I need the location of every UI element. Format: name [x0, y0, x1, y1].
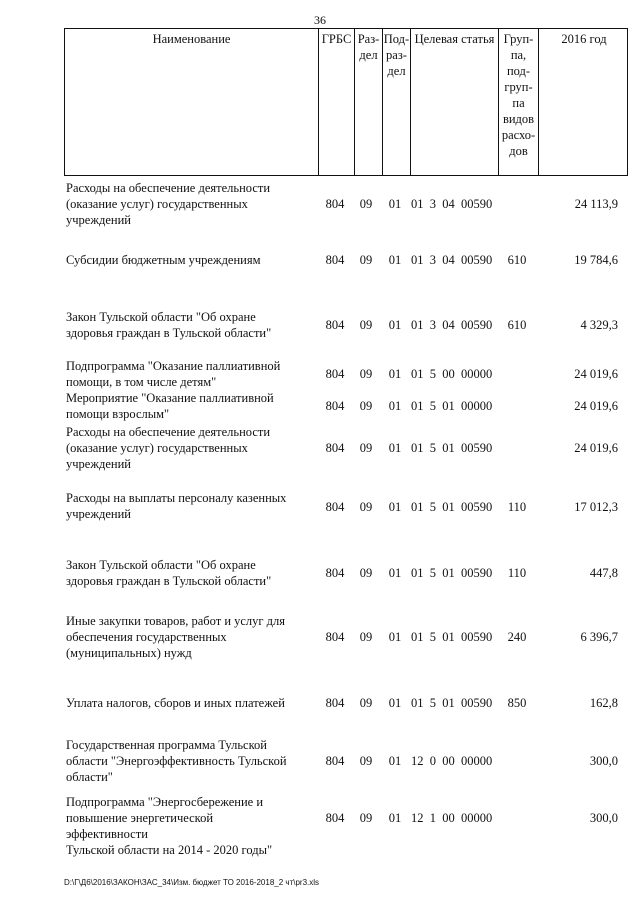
row-celevaya: 01 5 01 00590 — [411, 441, 493, 455]
row-celevaya: 01 5 01 00590 — [411, 500, 493, 514]
row-grbs: 804 — [325, 318, 345, 332]
row-celevaya: 12 0 00 00000 — [411, 754, 493, 768]
row-value: 300,0 — [589, 811, 618, 825]
row-value: 4 329,3 — [580, 318, 618, 332]
row-grbs: 804 — [325, 630, 345, 644]
row-name: Расходы на выплаты персоналу казенных учреждений — [66, 491, 287, 521]
row-value: 19 784,6 — [574, 253, 618, 267]
row-name: Закон Тульской области "Об охране здоровья граждан в Тульской области" — [66, 310, 272, 340]
row-razdel: 09 — [359, 566, 373, 580]
row-value: 300,0 — [589, 754, 618, 768]
row-gruppa: 610 — [507, 253, 527, 267]
row-podrazdel: 01 — [388, 566, 402, 580]
row-grbs: 804 — [325, 197, 345, 211]
row-name: Подпрограмма "Энергосбережение и повышение энергетической эффективности Тульской области на 2014 - 2020 годы" — [66, 795, 273, 857]
row-celevaya: 01 5 01 00590 — [411, 630, 493, 644]
row-podrazdel: 01 — [388, 253, 402, 267]
row-grbs: 804 — [325, 811, 345, 825]
row-celevaya: 01 3 04 00590 — [411, 197, 493, 211]
row-name: Закон Тульской области "Об охране здоровья граждан в Тульской области" — [66, 558, 272, 588]
row-value: 24 019,6 — [574, 367, 618, 381]
row-podrazdel: 01 — [388, 696, 402, 710]
row-grbs: 804 — [325, 566, 345, 580]
row-razdel: 09 — [359, 696, 373, 710]
row-name: Иные закупки товаров, работ и услуг для обеспечения государственных (муниципальных) нужд — [66, 614, 286, 660]
row-value: 6 396,7 — [580, 630, 618, 644]
row-podrazdel: 01 — [388, 811, 402, 825]
row-celevaya: 01 5 01 00590 — [411, 696, 493, 710]
row-celevaya: 01 5 01 00000 — [411, 399, 493, 413]
row-razdel: 09 — [359, 811, 373, 825]
header-razdel: Раз- дел — [355, 29, 383, 175]
row-razdel: 09 — [359, 197, 373, 211]
row-celevaya: 12 1 00 00000 — [411, 811, 493, 825]
row-value: 24 019,6 — [574, 399, 618, 413]
row-razdel: 09 — [359, 318, 373, 332]
row-razdel: 09 — [359, 500, 373, 514]
row-gruppa: 110 — [507, 566, 527, 580]
row-grbs: 804 — [325, 367, 345, 381]
header-podrazdel: Под- раз- дел — [383, 29, 411, 175]
row-name: Расходы на обеспечение деятельности (оказание услуг) государственных учреждений — [66, 181, 271, 227]
row-gruppa: 610 — [507, 318, 527, 332]
row-grbs: 804 — [325, 399, 345, 413]
row-razdel: 09 — [359, 630, 373, 644]
file-path-footer: D:\Г\Д6\2016\ЗАКОН\ЗАС_34\Изм. бюджет ТО 2016-2018_2 чт\pr3.xls — [64, 878, 320, 887]
row-grbs: 804 — [325, 696, 345, 710]
row-celevaya: 01 3 04 00590 — [411, 253, 493, 267]
row-podrazdel: 01 — [388, 399, 402, 413]
header-year: 2016 год — [561, 32, 607, 46]
row-podrazdel: 01 — [388, 318, 402, 332]
header-name: Наименование — [65, 29, 319, 175]
row-grbs: 804 — [325, 500, 345, 514]
row-grbs: 804 — [325, 754, 345, 768]
row-gruppa: 850 — [507, 696, 527, 710]
header-celevaya: Целевая статья — [411, 29, 499, 175]
row-podrazdel: 01 — [388, 441, 402, 455]
row-razdel: 09 — [359, 367, 373, 381]
row-celevaya: 01 5 00 00000 — [411, 367, 493, 381]
row-value: 447,8 — [589, 566, 618, 580]
header-gruppa: Груп- па, под- груп- па видов расхо- дов — [499, 29, 539, 175]
row-grbs: 804 — [325, 441, 345, 455]
row-gruppa: 110 — [507, 500, 527, 514]
row-podrazdel: 01 — [388, 754, 402, 768]
row-name: Субсидии бюджетным учреждениям — [66, 253, 261, 267]
row-name: Расходы на обеспечение деятельности (оказание услуг) государственных учреждений — [66, 425, 271, 471]
row-razdel: 09 — [359, 399, 373, 413]
row-grbs: 804 — [325, 253, 345, 267]
row-razdel: 09 — [359, 754, 373, 768]
table-header — [64, 28, 628, 176]
row-name: Подпрограмма "Оказание паллиативной помощи, в том числе детям" — [66, 359, 281, 389]
row-gruppa: 240 — [507, 630, 527, 644]
row-podrazdel: 01 — [388, 367, 402, 381]
page-number: 36 — [314, 13, 326, 27]
row-name: Государственная программа Тульской области "Энергоэффективность Тульской области" — [66, 738, 287, 784]
header-grbs: ГРБС — [319, 29, 355, 175]
row-podrazdel: 01 — [388, 630, 402, 644]
row-value: 17 012,3 — [574, 500, 618, 514]
row-razdel: 09 — [359, 253, 373, 267]
row-podrazdel: 01 — [388, 197, 402, 211]
row-name: Уплата налогов, сборов и иных платежей — [66, 696, 285, 710]
row-celevaya: 01 3 04 00590 — [411, 318, 493, 332]
row-podrazdel: 01 — [388, 500, 402, 514]
row-razdel: 09 — [359, 441, 373, 455]
row-celevaya: 01 5 01 00590 — [411, 566, 493, 580]
row-value: 24 113,9 — [574, 197, 618, 211]
row-name: Мероприятие "Оказание паллиативной помощи взрослым" — [66, 391, 274, 421]
row-value: 162,8 — [589, 696, 618, 710]
row-value: 24 019,6 — [574, 441, 618, 455]
